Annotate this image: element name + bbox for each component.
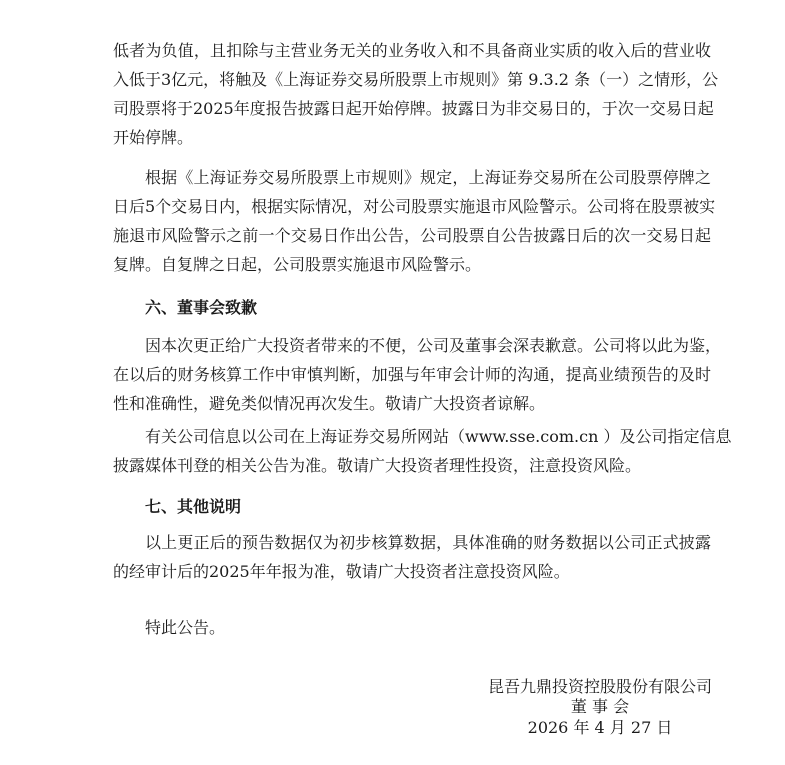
paragraph-line: 有关公司信息以公司在上海证券交易所网站（www.sse.com.cn ）及公司指定信息 — [145, 427, 732, 446]
paragraph-line: 复牌。自复牌之日起，公司股票实施退市风险警示。 — [113, 255, 482, 274]
paragraph-line: 披露媒体刊登的相关公告为准。敬请广大投资者理性投资，注意投资风险。 — [113, 456, 642, 475]
paragraph-line: 性和准确性，避免类似情况再次发生。敬请广大投资者谅解。 — [113, 394, 546, 413]
paragraph-line: 的经审计后的2025年年报为准，敬请广大投资者注意投资风险。 — [113, 562, 570, 581]
section-heading-other-notes: 七、其他说明 — [145, 497, 242, 516]
paragraph-line: 根据《上海证券交易所股票上市规则》规定，上海证券交易所在公司股票停牌之 — [145, 168, 711, 187]
signature-company: 昆吾九鼎投资控股股份有限公司 — [487, 677, 712, 696]
paragraph-line: 日后5个交易日内，根据实际情况，对公司股票实施退市风险警示。公司将在股票被实 — [113, 197, 716, 216]
paragraph-line: 低者为负值，且扣除与主营业务无关的业务收入和不具备商业实质的收入后的营业收 — [113, 41, 711, 60]
closing-statement: 特此公告。 — [145, 618, 226, 637]
paragraph-line: 开始停牌。 — [113, 128, 194, 147]
paragraph-line: 施退市风险警示之前一个交易日作出公告，公司股票自公告披露日后的次一交易日起 — [113, 226, 711, 245]
paragraph-line: 在以后的财务核算工作中审慎判断，加强与年审会计师的沟通，提高业绩预告的及时 — [113, 365, 711, 384]
paragraph-line: 司股票将于2025年度报告披露日起开始停牌。披露日为非交易日的，于次一交易日起 — [113, 99, 714, 118]
paragraph-line: 因本次更正给广大投资者带来的不便，公司及董事会深表歉意。公司将以此为鉴， — [145, 336, 722, 355]
section-heading-apology: 六、董事会致歉 — [145, 298, 258, 317]
signature-date: 2026 年 4 月 27 日 — [527, 718, 673, 737]
paragraph-line: 入低于3亿元，将触及《上海证券交易所股票上市规则》第 9.3.2 条（一）之情形，公 — [113, 70, 719, 89]
paragraph-line: 以上更正后的预告数据仅为初步核算数据，具体准确的财务数据以公司正式披露 — [145, 533, 711, 552]
signature-board: 董 事 会 — [570, 697, 630, 716]
